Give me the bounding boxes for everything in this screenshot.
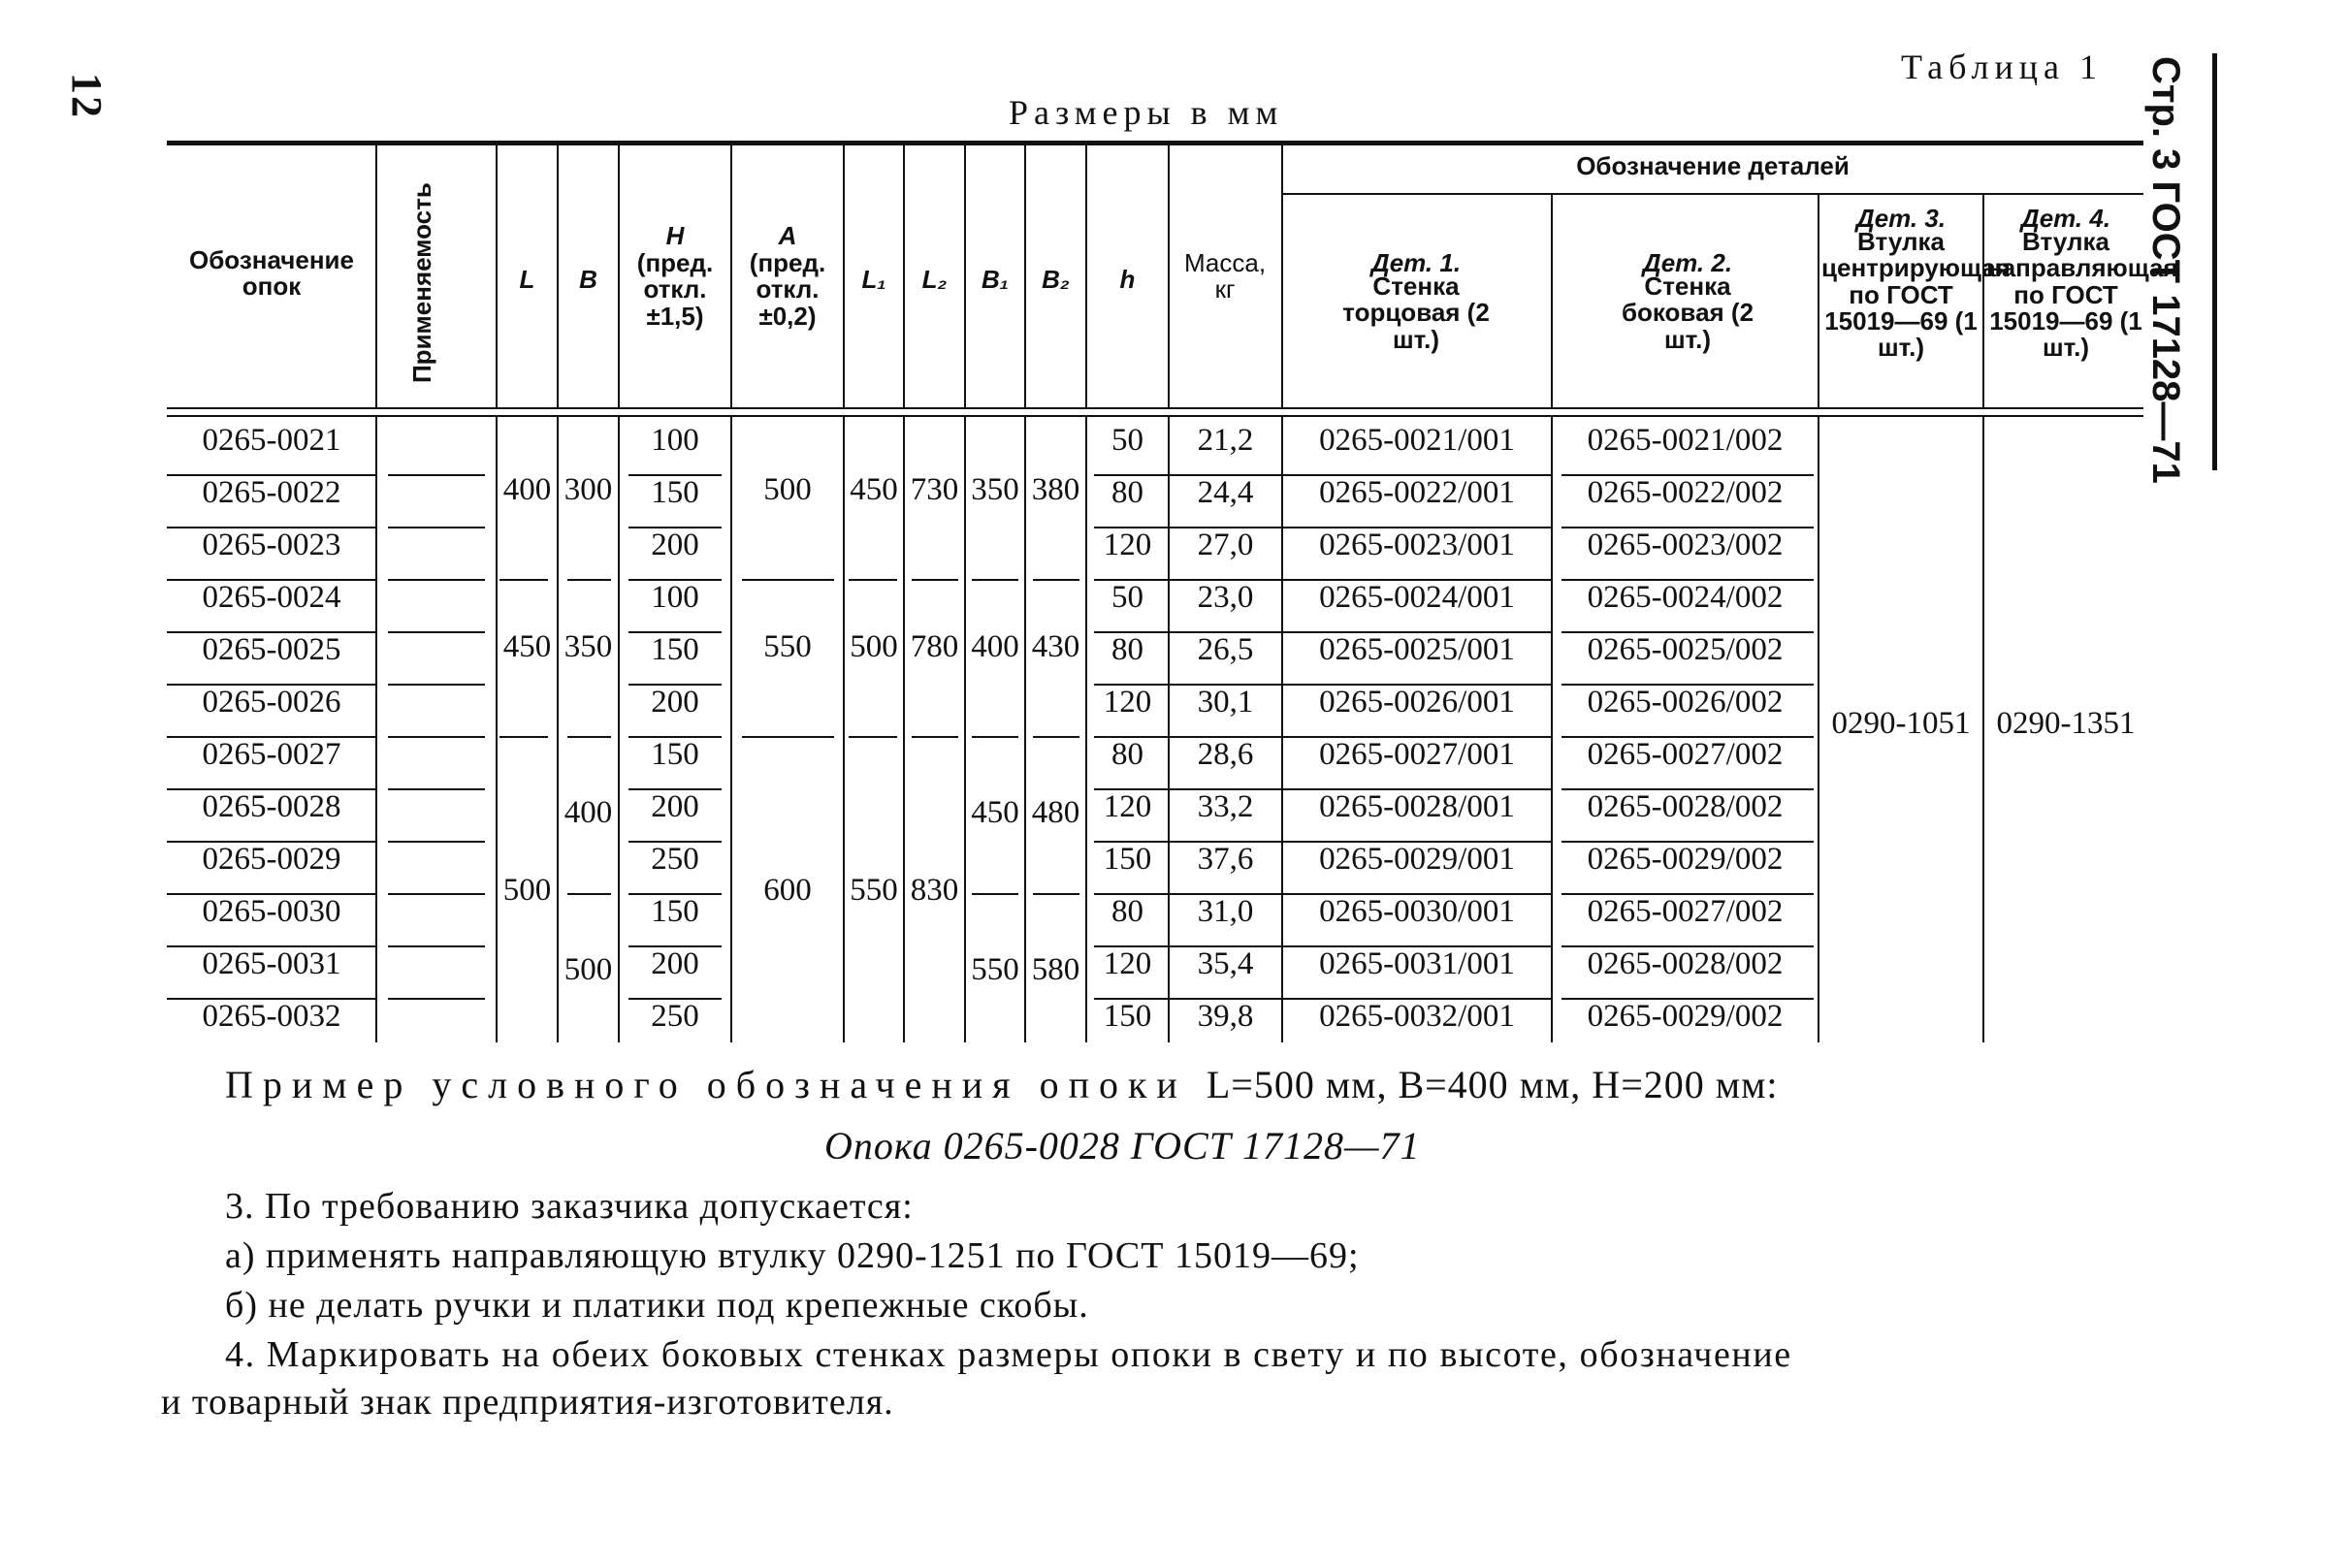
header-L2: L₂ bbox=[921, 265, 948, 294]
header-H: H bbox=[665, 221, 685, 250]
header-h: h bbox=[1119, 265, 1136, 294]
cell-h: 50 bbox=[1111, 580, 1143, 615]
det4-all: 0290-1351 bbox=[1996, 706, 2136, 741]
example-code: Опока 0265-0028 ГОСТ 17128—71 bbox=[824, 1124, 1421, 1168]
example-prefix: Пример условного обозначения опоки bbox=[225, 1063, 1187, 1106]
g1-A: 500 bbox=[763, 472, 812, 507]
cell-H: 200 bbox=[651, 685, 699, 720]
cell-det1: 0265-0023/001 bbox=[1319, 528, 1515, 562]
g3-B1-a: 450 bbox=[971, 795, 1019, 830]
cell-code: 0265-0024 bbox=[202, 580, 341, 615]
cell-mass: 33,2 bbox=[1197, 789, 1254, 824]
header-L: L bbox=[519, 265, 535, 294]
g3-L1: 550 bbox=[850, 873, 898, 908]
cell-det2: 0265-0025/002 bbox=[1587, 632, 1784, 667]
g1-B2: 380 bbox=[1031, 472, 1080, 507]
g3-B1-b: 550 bbox=[971, 952, 1019, 987]
cell-h: 120 bbox=[1103, 789, 1152, 824]
cell-H: 100 bbox=[651, 580, 699, 615]
g1-L1: 450 bbox=[850, 472, 898, 507]
g3-B-a: 400 bbox=[563, 795, 613, 830]
header-B2: B₂ bbox=[1042, 265, 1070, 294]
paragraph-3b: б) не делать ручки и платики под крепежные скобы. bbox=[225, 1285, 1089, 1326]
cell-H: 200 bbox=[651, 789, 699, 824]
header-det3-title: Дет. 3. bbox=[1855, 204, 1947, 233]
header-det4-title: Дет. 4. bbox=[2020, 204, 2111, 233]
cell-det2: 0265-0026/002 bbox=[1587, 685, 1784, 720]
cell-code: 0265-0021 bbox=[202, 423, 341, 458]
header-designation: Обозначение опок bbox=[189, 245, 354, 302]
g2-B2: 430 bbox=[1031, 629, 1080, 664]
g3-B-b: 500 bbox=[563, 952, 613, 987]
cell-det2: 0265-0029/002 bbox=[1587, 999, 1784, 1034]
cell-mass: 35,4 bbox=[1197, 946, 1254, 981]
paragraph-3: 3. По требованию заказчика допускается: bbox=[225, 1186, 914, 1227]
header-det2-desc: Стенка боковая (2 шт.) bbox=[1621, 272, 1754, 354]
cell-code: 0265-0028 bbox=[202, 789, 341, 824]
cell-h: 80 bbox=[1111, 894, 1143, 929]
cell-mass: 37,6 bbox=[1197, 842, 1254, 877]
cell-H: 200 bbox=[651, 528, 699, 562]
cell-H: 250 bbox=[651, 999, 699, 1034]
header-parts-group: Обозначение деталей bbox=[1576, 151, 1850, 180]
cell-code: 0265-0032 bbox=[202, 999, 341, 1034]
cell-mass: 23,0 bbox=[1197, 580, 1254, 615]
g1-L2: 730 bbox=[910, 472, 959, 507]
header-det4-desc: Втулка направляющая по ГОСТ 15019—69 (1 шт.) bbox=[1986, 227, 2178, 363]
header-B1: B₁ bbox=[982, 265, 1009, 294]
header-B: B bbox=[579, 265, 597, 294]
sizes-label: Размеры в мм bbox=[1009, 93, 1284, 132]
cell-mass: 28,6 bbox=[1197, 737, 1254, 772]
cell-det1: 0265-0021/001 bbox=[1319, 423, 1515, 458]
cell-det1: 0265-0030/001 bbox=[1319, 894, 1515, 929]
cell-h: 120 bbox=[1103, 528, 1152, 562]
g1-L: 400 bbox=[502, 472, 552, 507]
cell-det2: 0265-0027/002 bbox=[1587, 737, 1784, 772]
cell-mass: 24,4 bbox=[1197, 475, 1254, 510]
g2-L: 450 bbox=[502, 629, 552, 664]
g3-B2-b: 580 bbox=[1031, 952, 1080, 987]
cell-h: 80 bbox=[1111, 737, 1143, 772]
header-det1-title: Дет. 1. bbox=[1370, 248, 1462, 277]
g3-A: 600 bbox=[763, 873, 812, 908]
cell-mass: 30,1 bbox=[1197, 685, 1254, 720]
example-line bbox=[225, 1062, 1779, 1107]
header-applicability: Применяемость bbox=[407, 182, 436, 383]
header-A-note: (пред. откл. ±0,2) bbox=[749, 248, 826, 331]
g3-L2: 830 bbox=[910, 873, 959, 908]
cell-mass: 39,8 bbox=[1197, 999, 1254, 1034]
cell-det1: 0265-0032/001 bbox=[1319, 999, 1515, 1034]
cell-det2: 0265-0024/002 bbox=[1587, 580, 1784, 615]
g3-L: 500 bbox=[502, 873, 552, 908]
cell-det1: 0265-0028/001 bbox=[1319, 789, 1515, 824]
cell-mass: 26,5 bbox=[1197, 632, 1254, 667]
g2-B: 350 bbox=[563, 629, 613, 664]
cell-code: 0265-0031 bbox=[202, 946, 341, 981]
cell-det1: 0265-0024/001 bbox=[1319, 580, 1515, 615]
g3-B2-a: 480 bbox=[1031, 795, 1080, 830]
cell-mass: 31,0 bbox=[1197, 894, 1254, 929]
cell-code: 0265-0029 bbox=[202, 842, 341, 877]
cell-det1: 0265-0026/001 bbox=[1319, 685, 1515, 720]
cell-det2: 0265-0028/002 bbox=[1587, 789, 1784, 824]
cell-det1: 0265-0031/001 bbox=[1319, 946, 1515, 981]
cell-code: 0265-0025 bbox=[202, 632, 341, 667]
paragraph-3a: а) применять направляющую втулку 0290-1251 по ГОСТ 15019—69; bbox=[225, 1235, 1360, 1276]
g2-L1: 500 bbox=[850, 629, 898, 664]
cell-code: 0265-0023 bbox=[202, 528, 341, 562]
header-H-note: (пред. откл. ±1,5) bbox=[636, 248, 714, 331]
header-det3-desc: Втулка центрирующая по ГОСТ 15019—69 (1 шт.) bbox=[1821, 227, 2011, 363]
cell-det1: 0265-0027/001 bbox=[1319, 737, 1515, 772]
side-header: Стр. 3 ГОСТ 17128—71 bbox=[2144, 56, 2187, 484]
cell-mass: 21,2 bbox=[1197, 423, 1254, 458]
cell-h: 80 bbox=[1111, 475, 1143, 510]
header-mass: Масса, кг bbox=[1183, 248, 1267, 304]
cell-det2: 0265-0021/002 bbox=[1587, 423, 1784, 458]
cell-det1: 0265-0029/001 bbox=[1319, 842, 1515, 877]
g1-B1: 350 bbox=[971, 472, 1019, 507]
cell-det2: 0265-0027/002 bbox=[1587, 894, 1784, 929]
header-det1-desc: Стенка торцовая (2 шт.) bbox=[1342, 272, 1490, 354]
paragraph-4-line1: 4. Маркировать на обеих боковых стенках размеры опоки в свету и по высоте, обозначение bbox=[225, 1334, 1792, 1375]
cell-h: 150 bbox=[1103, 999, 1152, 1034]
table-label: Таблица 1 bbox=[1901, 48, 2103, 86]
g1-B: 300 bbox=[563, 472, 613, 507]
cell-h: 80 bbox=[1111, 632, 1143, 667]
cell-H: 200 bbox=[651, 946, 699, 981]
paragraph-4-line2: и товарный знак предприятия-изготовителя. bbox=[161, 1382, 894, 1423]
cell-h: 120 bbox=[1103, 685, 1152, 720]
cell-det2: 0265-0029/002 bbox=[1587, 842, 1784, 877]
g2-B1: 400 bbox=[971, 629, 1019, 664]
cell-H: 150 bbox=[651, 475, 699, 510]
cell-code: 0265-0030 bbox=[202, 894, 341, 929]
header-A: A bbox=[778, 221, 797, 250]
page-number: 12 bbox=[63, 73, 111, 119]
cell-H: 150 bbox=[651, 737, 699, 772]
cell-code: 0265-0026 bbox=[202, 685, 341, 720]
g2-A: 550 bbox=[763, 629, 812, 664]
g2-L2: 780 bbox=[910, 629, 959, 664]
cell-det2: 0265-0022/002 bbox=[1587, 475, 1784, 510]
header-L1: L₁ bbox=[861, 265, 886, 294]
cell-H: 150 bbox=[651, 632, 699, 667]
cell-H: 150 bbox=[651, 894, 699, 929]
cell-det2: 0265-0023/002 bbox=[1587, 528, 1784, 562]
cell-code: 0265-0027 bbox=[202, 737, 341, 772]
cell-det2: 0265-0028/002 bbox=[1587, 946, 1784, 981]
cell-det1: 0265-0025/001 bbox=[1319, 632, 1515, 667]
header-det2-title: Дет. 2. bbox=[1642, 248, 1733, 277]
cell-h: 50 bbox=[1111, 423, 1143, 458]
cell-H: 100 bbox=[651, 423, 699, 458]
det3-all: 0290-1051 bbox=[1831, 706, 1971, 741]
cell-det1: 0265-0022/001 bbox=[1319, 475, 1515, 510]
example-values: L=500 мм, B=400 мм, H=200 мм: bbox=[1206, 1063, 1779, 1106]
cell-H: 250 bbox=[651, 842, 699, 877]
cell-h: 150 bbox=[1103, 842, 1152, 877]
cell-h: 120 bbox=[1103, 946, 1152, 981]
cell-mass: 27,0 bbox=[1197, 528, 1254, 562]
cell-code: 0265-0022 bbox=[202, 475, 341, 510]
